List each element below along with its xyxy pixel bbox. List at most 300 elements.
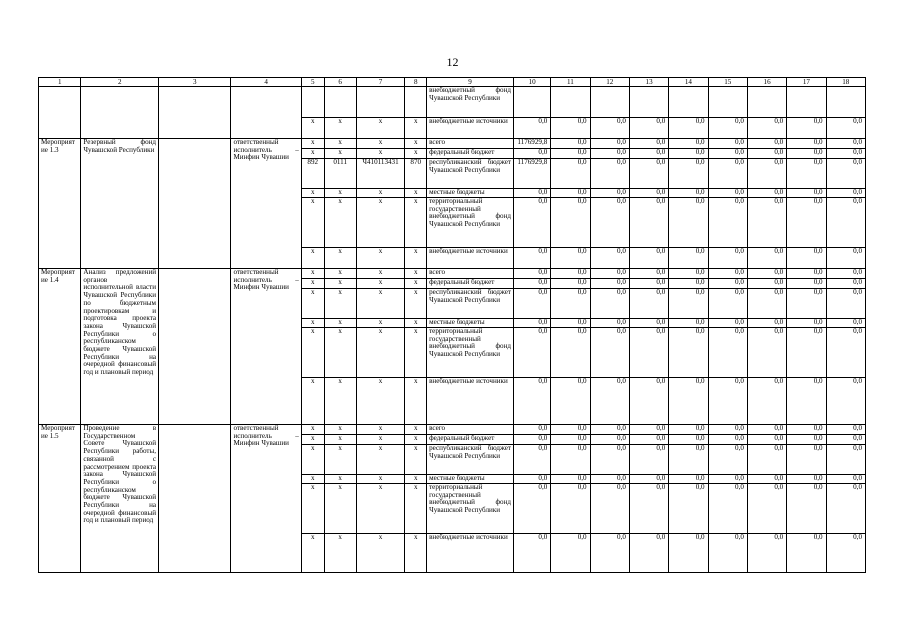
goal-cell [159, 269, 231, 425]
vr-cell: x [405, 534, 427, 573]
value-cell: 0,0 [514, 328, 551, 378]
rzpr-cell: x [324, 269, 356, 279]
value-cell [747, 87, 786, 118]
csr-cell: x [356, 139, 405, 149]
source-cell: территориальный государственный внебюджетный фонд Чувашской Республики [427, 198, 514, 248]
value-cell: 0,0 [590, 319, 629, 328]
rzpr-cell: x [324, 534, 356, 573]
value-cell: 0,0 [708, 149, 747, 159]
value-cell: 0,0 [590, 534, 629, 573]
value-cell: 0,0 [747, 435, 786, 445]
value-cell: 0,0 [514, 319, 551, 328]
value-cell: 0,0 [787, 269, 826, 279]
activity-row [39, 425, 866, 435]
value-cell: 0,0 [747, 269, 786, 279]
value-cell: 0,0 [708, 378, 747, 425]
value-cell: 0,0 [747, 445, 786, 475]
column-header-7: 7 [356, 78, 405, 87]
value-cell: 0,0 [629, 279, 668, 289]
executor-cell: ответственный исполнитель – Минфин Чувашии [231, 269, 301, 425]
source-cell: федеральный бюджет [427, 149, 514, 159]
executor-cell [231, 87, 301, 139]
column-header-6: 6 [324, 78, 356, 87]
value-cell: 0,0 [669, 435, 708, 445]
value-cell: 0,0 [590, 248, 629, 269]
value-cell: 0,0 [629, 475, 668, 484]
rzpr-cell: x [324, 445, 356, 475]
goal-cell [159, 139, 231, 269]
value-cell: 0,0 [590, 279, 629, 289]
vr-cell: x [405, 189, 427, 198]
rzpr-cell: x [324, 328, 356, 378]
csr-cell: x [356, 279, 405, 289]
value-cell: 0,0 [708, 198, 747, 248]
code-cell [356, 87, 405, 118]
value-cell: 0,0 [514, 484, 551, 534]
vr-cell: x [405, 445, 427, 475]
activity-row [39, 139, 866, 149]
value-cell [708, 87, 747, 118]
value-cell: 0,0 [826, 139, 865, 149]
value-cell: 0,0 [551, 198, 590, 248]
grbs-cell: x [301, 534, 324, 573]
value-cell: 0,0 [629, 534, 668, 573]
grbs-cell: x [301, 149, 324, 159]
value-cell: 0,0 [629, 139, 668, 149]
rzpr-cell: x [324, 289, 356, 319]
executor-cell: ответственный исполнитель – Минфин Чувашии [231, 425, 301, 573]
source-cell: территориальный государственный внебюджетный фонд Чувашской Республики [427, 484, 514, 534]
value-cell: 0,0 [669, 248, 708, 269]
activity-row [39, 269, 866, 279]
value-cell: 0,0 [708, 534, 747, 573]
csr-cell: x [356, 198, 405, 248]
value-cell: 0,0 [669, 378, 708, 425]
source-cell: республиканский бюджет Чувашской Республики [427, 289, 514, 319]
vr-cell: x [405, 435, 427, 445]
value-cell: 0,0 [747, 484, 786, 534]
grbs-cell: 892 [301, 159, 324, 189]
value-cell: 0,0 [551, 534, 590, 573]
value-cell: 0,0 [551, 149, 590, 159]
value-cell: 0,0 [708, 248, 747, 269]
value-cell: 0,0 [551, 248, 590, 269]
source-cell: территориальный государственный внебюджетный фонд Чувашской Республики [427, 328, 514, 378]
grbs-cell: x [301, 139, 324, 149]
value-cell: 0,0 [669, 475, 708, 484]
value-cell: 0,0 [826, 328, 865, 378]
source-cell: внебюджетные источники [427, 118, 514, 139]
value-cell: 0,0 [826, 435, 865, 445]
csr-cell: x [356, 435, 405, 445]
value-cell: 0,0 [826, 279, 865, 289]
value-cell: 0,0 [787, 198, 826, 248]
value-cell: 0,0 [629, 149, 668, 159]
value-cell: 0,0 [747, 534, 786, 573]
value-cell: 0,0 [551, 159, 590, 189]
value-cell: 0,0 [708, 269, 747, 279]
value-cell: 0,0 [514, 435, 551, 445]
value-cell: 0,0 [551, 118, 590, 139]
value-cell: 0,0 [708, 279, 747, 289]
vr-cell: x [405, 149, 427, 159]
value-cell: 0,0 [826, 378, 865, 425]
continuation-row [39, 87, 866, 118]
vr-cell: x [405, 378, 427, 425]
value-cell: 0,0 [514, 534, 551, 573]
grbs-cell: x [301, 484, 324, 534]
rzpr-cell: x [324, 475, 356, 484]
rzpr-cell: x [324, 149, 356, 159]
csr-cell: x [356, 475, 405, 484]
value-cell: 0,0 [747, 149, 786, 159]
value-cell: 0,0 [747, 378, 786, 425]
grbs-cell: x [301, 118, 324, 139]
value-cell: 0,0 [787, 378, 826, 425]
value-cell: 0,0 [551, 378, 590, 425]
value-cell: 0,0 [629, 319, 668, 328]
column-header-14: 14 [669, 78, 708, 87]
value-cell: 0,0 [747, 319, 786, 328]
value-cell: 1176929,8 [514, 159, 551, 189]
value-cell: 0,0 [787, 159, 826, 189]
value-cell: 0,0 [590, 289, 629, 319]
csr-cell: x [356, 248, 405, 269]
grbs-cell: x [301, 425, 324, 435]
source-cell: местные бюджеты [427, 475, 514, 484]
value-cell: 0,0 [551, 269, 590, 279]
value-cell [669, 87, 708, 118]
value-cell: 0,0 [551, 475, 590, 484]
value-cell: 0,0 [514, 269, 551, 279]
code-cell [301, 87, 324, 118]
vr-cell: x [405, 484, 427, 534]
value-cell: 0,0 [708, 159, 747, 189]
csr-cell: x [356, 534, 405, 573]
value-cell: 0,0 [826, 198, 865, 248]
value-cell: 0,0 [826, 269, 865, 279]
csr-cell: Ч410113431 [356, 159, 405, 189]
value-cell: 0,0 [669, 198, 708, 248]
value-cell: 0,0 [669, 319, 708, 328]
vr-cell: x [405, 475, 427, 484]
value-cell: 0,0 [787, 534, 826, 573]
csr-cell: x [356, 484, 405, 534]
value-cell: 0,0 [669, 534, 708, 573]
value-cell: 0,0 [590, 328, 629, 378]
code-cell [405, 87, 427, 118]
value-cell: 0,0 [590, 445, 629, 475]
vr-cell: x [405, 319, 427, 328]
value-cell: 0,0 [826, 118, 865, 139]
value-cell: 0,0 [514, 445, 551, 475]
value-cell: 0,0 [826, 475, 865, 484]
value-cell: 0,0 [551, 279, 590, 289]
value-cell: 0,0 [826, 248, 865, 269]
value-cell: 0,0 [629, 269, 668, 279]
source-cell: внебюджетный фонд Чувашской Республики [427, 87, 514, 118]
grbs-cell: x [301, 445, 324, 475]
value-cell [551, 87, 590, 118]
value-cell: 0,0 [787, 248, 826, 269]
value-cell: 0,0 [590, 118, 629, 139]
column-header-5: 5 [301, 78, 324, 87]
value-cell: 0,0 [629, 484, 668, 534]
value-cell: 0,0 [669, 269, 708, 279]
grbs-cell: x [301, 319, 324, 328]
value-cell: 0,0 [826, 319, 865, 328]
value-cell: 0,0 [669, 139, 708, 149]
value-cell: 0,0 [551, 425, 590, 435]
value-cell: 0,0 [629, 435, 668, 445]
value-cell: 0,0 [787, 328, 826, 378]
value-cell: 0,0 [747, 279, 786, 289]
vr-cell: x [405, 289, 427, 319]
source-cell: всего [427, 139, 514, 149]
value-cell: 0,0 [629, 198, 668, 248]
value-cell: 0,0 [629, 248, 668, 269]
grbs-cell: x [301, 435, 324, 445]
csr-cell: x [356, 445, 405, 475]
value-cell: 0,0 [551, 435, 590, 445]
value-cell: 0,0 [669, 289, 708, 319]
rzpr-cell: x [324, 435, 356, 445]
value-cell: 0,0 [551, 328, 590, 378]
csr-cell: x [356, 319, 405, 328]
value-cell: 0,0 [514, 378, 551, 425]
value-cell: 0,0 [629, 289, 668, 319]
source-cell: федеральный бюджет [427, 279, 514, 289]
value-cell: 0,0 [787, 435, 826, 445]
column-header-17: 17 [787, 78, 826, 87]
value-cell: 0,0 [514, 475, 551, 484]
value-cell: 0,0 [669, 149, 708, 159]
value-cell: 0,0 [708, 435, 747, 445]
value-cell: 0,0 [629, 425, 668, 435]
value-cell: 0,0 [826, 484, 865, 534]
page-number: 12 [446, 55, 459, 69]
source-cell: местные бюджеты [427, 319, 514, 328]
column-header-11: 11 [551, 78, 590, 87]
activity-name-cell: Резервный фонд Чувашской Республики [81, 139, 159, 269]
column-header-9: 9 [427, 78, 514, 87]
value-cell: 0,0 [826, 159, 865, 189]
value-cell: 0,0 [551, 289, 590, 319]
vr-cell: 870 [405, 159, 427, 189]
value-cell: 0,0 [747, 198, 786, 248]
value-cell: 0,0 [708, 289, 747, 319]
source-cell: внебюджетные источники [427, 248, 514, 269]
source-cell: внебюджетные источники [427, 378, 514, 425]
grbs-cell: x [301, 475, 324, 484]
value-cell: 0,0 [551, 139, 590, 149]
value-cell: 0,0 [747, 425, 786, 435]
vr-cell: x [405, 118, 427, 139]
value-cell: 0,0 [514, 279, 551, 289]
value-cell: 0,0 [514, 118, 551, 139]
value-cell: 0,0 [708, 118, 747, 139]
csr-cell: x [356, 118, 405, 139]
source-cell: федеральный бюджет [427, 435, 514, 445]
csr-cell: x [356, 425, 405, 435]
value-cell: 0,0 [747, 289, 786, 319]
csr-cell: x [356, 378, 405, 425]
value-cell: 0,0 [787, 289, 826, 319]
grbs-cell: x [301, 279, 324, 289]
value-cell: 0,0 [747, 139, 786, 149]
vr-cell: x [405, 279, 427, 289]
value-cell: 0,0 [669, 425, 708, 435]
column-header-4: 4 [231, 78, 301, 87]
value-cell: 0,0 [629, 328, 668, 378]
value-cell: 0,0 [590, 198, 629, 248]
value-cell: 0,0 [551, 445, 590, 475]
value-cell: 0,0 [708, 425, 747, 435]
value-cell: 0,0 [787, 484, 826, 534]
value-cell: 0,0 [590, 139, 629, 149]
activity-name-cell: Проведение в Государственном Совете Чувашской Республики работы, связанной с рассмотрением проекта закона Чувашской Республики о республиканском бюджете Чувашской Республики на очередной финансовый год и плановый период [81, 425, 159, 573]
value-cell: 0,0 [629, 118, 668, 139]
value-cell: 0,0 [787, 149, 826, 159]
value-cell: 0,0 [826, 149, 865, 159]
value-cell: 0,0 [787, 118, 826, 139]
activity-label-cell [39, 87, 81, 139]
value-cell: 0,0 [787, 475, 826, 484]
value-cell: 0,0 [514, 289, 551, 319]
value-cell: 0,0 [551, 484, 590, 534]
column-header-2: 2 [81, 78, 159, 87]
value-cell [629, 87, 668, 118]
rzpr-cell: x [324, 189, 356, 198]
vr-cell: x [405, 139, 427, 149]
rzpr-cell: x [324, 139, 356, 149]
csr-cell: x [356, 189, 405, 198]
value-cell: 0,0 [514, 248, 551, 269]
csr-cell: x [356, 269, 405, 279]
source-cell: всего [427, 425, 514, 435]
code-cell [324, 87, 356, 118]
vr-cell: x [405, 198, 427, 248]
value-cell [590, 87, 629, 118]
value-cell: 0,0 [826, 534, 865, 573]
value-cell: 0,0 [787, 425, 826, 435]
value-cell: 0,0 [787, 189, 826, 198]
value-cell: 0,0 [787, 279, 826, 289]
value-cell: 0,0 [747, 248, 786, 269]
value-cell: 0,0 [629, 189, 668, 198]
column-header-18: 18 [826, 78, 865, 87]
value-cell: 0,0 [708, 189, 747, 198]
rzpr-cell: 0111 [324, 159, 356, 189]
value-cell: 0,0 [747, 189, 786, 198]
column-header-15: 15 [708, 78, 747, 87]
value-cell: 0,0 [747, 328, 786, 378]
value-cell: 0,0 [708, 319, 747, 328]
executor-cell: ответственный исполнитель – Минфин Чувашии [231, 139, 301, 269]
value-cell: 0,0 [747, 159, 786, 189]
budget-table [38, 77, 866, 573]
grbs-cell: x [301, 328, 324, 378]
rzpr-cell: x [324, 425, 356, 435]
grbs-cell: x [301, 248, 324, 269]
vr-cell: x [405, 425, 427, 435]
source-cell: республиканский бюджет Чувашской Республики [427, 159, 514, 189]
source-cell: республиканский бюджет Чувашской Республики [427, 445, 514, 475]
source-cell: местные бюджеты [427, 189, 514, 198]
value-cell: 0,0 [551, 189, 590, 198]
rzpr-cell: x [324, 279, 356, 289]
grbs-cell: x [301, 189, 324, 198]
value-cell: 0,0 [669, 118, 708, 139]
column-header-10: 10 [514, 78, 551, 87]
source-cell: всего [427, 269, 514, 279]
value-cell: 0,0 [787, 445, 826, 475]
value-cell: 0,0 [669, 445, 708, 475]
value-cell: 0,0 [590, 378, 629, 425]
value-cell [826, 87, 865, 118]
table-header-row [39, 78, 866, 87]
value-cell: 0,0 [708, 445, 747, 475]
value-cell: 0,0 [826, 289, 865, 319]
value-cell: 0,0 [514, 189, 551, 198]
grbs-cell: x [301, 198, 324, 248]
value-cell: 0,0 [590, 435, 629, 445]
value-cell: 0,0 [787, 319, 826, 328]
value-cell: 0,0 [826, 445, 865, 475]
value-cell: 0,0 [787, 139, 826, 149]
value-cell: 0,0 [826, 425, 865, 435]
value-cell: 0,0 [708, 328, 747, 378]
column-header-1: 1 [39, 78, 81, 87]
value-cell: 0,0 [669, 189, 708, 198]
rzpr-cell: x [324, 118, 356, 139]
vr-cell: x [405, 248, 427, 269]
value-cell: 0,0 [590, 159, 629, 189]
rzpr-cell: x [324, 198, 356, 248]
vr-cell: x [405, 328, 427, 378]
grbs-cell: x [301, 289, 324, 319]
value-cell: 0,0 [629, 159, 668, 189]
goal-cell [159, 87, 231, 139]
column-header-16: 16 [747, 78, 786, 87]
value-cell: 0,0 [629, 445, 668, 475]
value-cell: 0,0 [826, 189, 865, 198]
value-cell: 0,0 [629, 378, 668, 425]
source-cell: внебюджетные источники [427, 534, 514, 573]
value-cell: 0,0 [747, 475, 786, 484]
value-cell: 1176929,8 [514, 139, 551, 149]
rzpr-cell: x [324, 484, 356, 534]
rzpr-cell: x [324, 248, 356, 269]
rzpr-cell: x [324, 319, 356, 328]
grbs-cell: x [301, 269, 324, 279]
activity-label-cell: Мероприятие 1.3 [39, 139, 81, 269]
activity-name-cell [81, 87, 159, 139]
vr-cell: x [405, 269, 427, 279]
csr-cell: x [356, 289, 405, 319]
csr-cell: x [356, 149, 405, 159]
value-cell: 0,0 [669, 328, 708, 378]
csr-cell: x [356, 328, 405, 378]
value-cell: 0,0 [747, 118, 786, 139]
value-cell: 0,0 [669, 279, 708, 289]
value-cell: 0,0 [708, 475, 747, 484]
value-cell: 0,0 [590, 149, 629, 159]
value-cell: 0,0 [590, 484, 629, 534]
value-cell: 0,0 [590, 269, 629, 279]
goal-cell [159, 425, 231, 573]
value-cell: 0,0 [708, 139, 747, 149]
